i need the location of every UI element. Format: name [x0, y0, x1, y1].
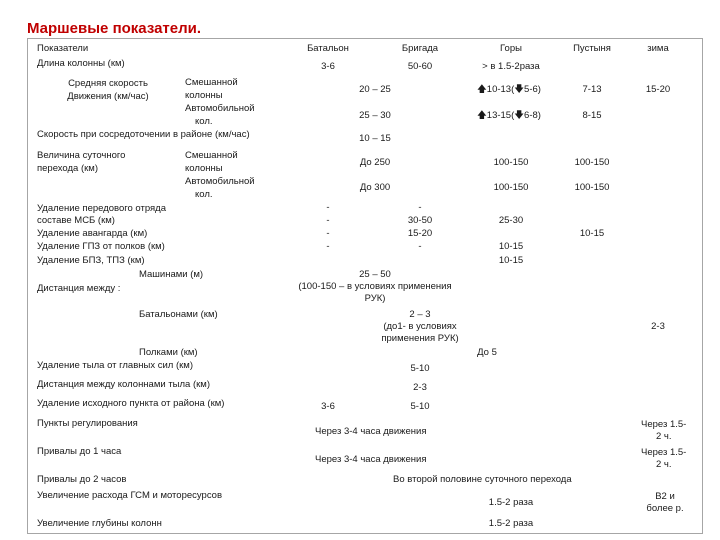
- concentration-speed-label: Скорость при сосредоточении в районе (км/час): [37, 129, 250, 140]
- mountains-fd: 25-30: [498, 215, 524, 226]
- column-length-brigade: 50-60: [407, 61, 433, 72]
- up-arrow-icon: 🡅: [477, 110, 487, 121]
- brigade-fd: 30-50: [407, 215, 433, 226]
- page-title: Маршевые показатели.: [27, 20, 202, 37]
- spacing-vehicles-label: Машинами (м): [139, 269, 204, 280]
- brigade-vanguard: 15-20: [407, 228, 433, 239]
- avg-speed-auto-mountains: [477, 110, 541, 122]
- daily-march-mixed-mountains: 100-150: [493, 157, 529, 168]
- start-point-brigade: 5-10: [410, 401, 430, 412]
- avg-speed-mixed-mountains-value: 10-13(: [486, 84, 515, 95]
- avg-speed-mixed-1: Смешанной: [185, 77, 238, 88]
- battalion-dash-3: -: [326, 228, 330, 239]
- daily-march-mixed-desert: 100-150: [574, 157, 610, 168]
- header-mountains: Горы: [500, 43, 522, 54]
- control-points-winter-2: 2 ч.: [656, 431, 672, 442]
- fuel-value: 1.5-2 раза: [488, 497, 534, 508]
- daily-march-auto-desert: 100-150: [574, 182, 610, 193]
- fuel-winter-1: В2 и: [655, 491, 675, 502]
- spacing-label: Дистанция между :: [37, 283, 121, 294]
- header-winter: зима: [647, 43, 669, 54]
- avg-speed-mixed-mountains: [477, 84, 541, 96]
- spacing-vehicles-1: 25 – 50: [359, 269, 391, 280]
- daily-march-auto-2: кол.: [195, 189, 213, 200]
- column-length-label: Длина колонны (км): [37, 58, 125, 69]
- avg-speed-mixed-mountains-inner: 5-6): [524, 84, 541, 95]
- mountains-bpz: 10-15: [498, 255, 524, 266]
- desert-vanguard: 10-15: [579, 228, 605, 239]
- fuel-winter-2: более р.: [646, 503, 684, 514]
- avg-speed-label-1: Средняя скорость: [68, 78, 148, 89]
- forward-detachment-label-1: Удаление передового отряда: [37, 203, 167, 214]
- battalion-dash-4: -: [326, 241, 330, 252]
- daily-march-auto-1: Автомобильной: [185, 176, 255, 187]
- spacing-battalions-2: (до1- в условиях: [383, 321, 457, 332]
- avg-speed-mixed-desert: 7-13: [582, 84, 602, 95]
- forward-detachment-label-2: составе МСБ (км): [37, 215, 115, 226]
- daily-march-auto-mountains: 100-150: [493, 182, 529, 193]
- avg-speed-auto-2: кол.: [195, 116, 213, 127]
- depth-label: Увеличение глубины колонн: [37, 518, 162, 529]
- avg-speed-mixed-value: 20 – 25: [359, 84, 391, 95]
- down-arrow-icon: 🡇: [514, 110, 525, 121]
- up-arrow-icon: 🡅: [477, 84, 487, 95]
- brigade-fd-dash: -: [418, 202, 422, 213]
- avg-speed-auto-mountains-inner: 6-8): [524, 110, 541, 121]
- daily-march-label-2: перехода (км): [37, 163, 98, 174]
- halts-1h-winter-2: 2 ч.: [656, 459, 672, 470]
- avg-speed-auto-desert: 8-15: [582, 110, 602, 121]
- fuel-label: Увеличение расхода ГСМ и моторесурсов: [37, 490, 223, 501]
- halts-2h-value: Во второй половине суточного перехода: [393, 474, 572, 485]
- avg-speed-auto-mountains-value: 13-15(: [486, 110, 515, 121]
- battalion-dash-1: -: [326, 202, 330, 213]
- spacing-battalions-1: 2 – 3: [409, 309, 431, 320]
- avg-speed-auto-1: Автомобильной: [185, 103, 255, 114]
- avg-speed-mixed-2: колонны: [185, 90, 223, 101]
- vanguard-label: Удаление авангарда (км): [37, 228, 148, 239]
- header-brigade: Бригада: [401, 43, 439, 54]
- spacing-battalions-label: Батальонами (км): [139, 309, 218, 320]
- daily-march-label-1: Величина суточного: [37, 150, 126, 161]
- daily-march-mixed-value: До 250: [359, 157, 391, 168]
- halts-1h-label: Привалы до 1 часа: [37, 446, 122, 457]
- spacing-battalions-winter: 2-3: [651, 321, 665, 332]
- column-length-mountains: > в 1.5-2раза: [482, 61, 540, 72]
- rear-spacing-label: Дистанция между колоннами тыла (км): [37, 379, 210, 390]
- rear-spacing-value: 2-3: [413, 382, 427, 393]
- header-battalion: Батальон: [307, 43, 349, 54]
- spacing-vehicles-2: (100-150 – в условиях применения: [298, 281, 452, 292]
- halts-1h-winter-1: Через 1.5-: [641, 447, 687, 458]
- battalion-dash-2: -: [326, 215, 330, 226]
- avg-speed-mixed-winter: 15-20: [645, 84, 671, 95]
- column-length-battalion: 3-6: [321, 61, 335, 72]
- spacing-battalions-3: применения РУК): [381, 333, 459, 344]
- mountains-gpz: 10-15: [498, 241, 524, 252]
- spacing-regiments-value: До 5: [477, 347, 497, 358]
- daily-march-mixed-1: Смешанной: [185, 150, 238, 161]
- header-desert: Пустыня: [573, 43, 611, 54]
- avg-speed-auto-value: 25 – 30: [359, 110, 391, 121]
- control-points-winter-1: Через 1.5-: [641, 419, 687, 430]
- start-point-battalion: 3-6: [321, 401, 335, 412]
- rear-removal-value: 5-10: [410, 363, 430, 374]
- halts-1h-value: Через 3-4 часа движения: [315, 454, 427, 465]
- halts-2h-label: Привалы до 2 часов: [37, 474, 127, 485]
- down-arrow-icon: 🡇: [514, 84, 525, 95]
- avg-speed-label-2: Движения (км/час): [67, 91, 149, 102]
- daily-march-auto-value: До 300: [359, 182, 391, 193]
- depth-value: 1.5-2 раза: [488, 518, 534, 529]
- rear-removal-label: Удаление тыла от главных сил (км): [37, 360, 193, 371]
- concentration-speed-value: 10 – 15: [359, 133, 391, 144]
- start-point-label: Удаление исходного пункта от района (км): [37, 398, 225, 409]
- control-points-label: Пункты регулирования: [37, 418, 138, 429]
- daily-march-mixed-2: колонны: [185, 163, 223, 174]
- brigade-gpz: -: [418, 241, 422, 252]
- spacing-vehicles-3: РУК): [364, 293, 386, 304]
- bpz-label: Удаление БПЗ, ТПЗ (км): [37, 255, 145, 266]
- control-points-value: Через 3-4 часа движения: [315, 426, 427, 437]
- header-indicators: Показатели: [37, 43, 89, 54]
- spacing-regiments-label: Полками (км): [139, 347, 198, 358]
- gpz-label: Удаление ГПЗ от полков (км): [37, 241, 165, 252]
